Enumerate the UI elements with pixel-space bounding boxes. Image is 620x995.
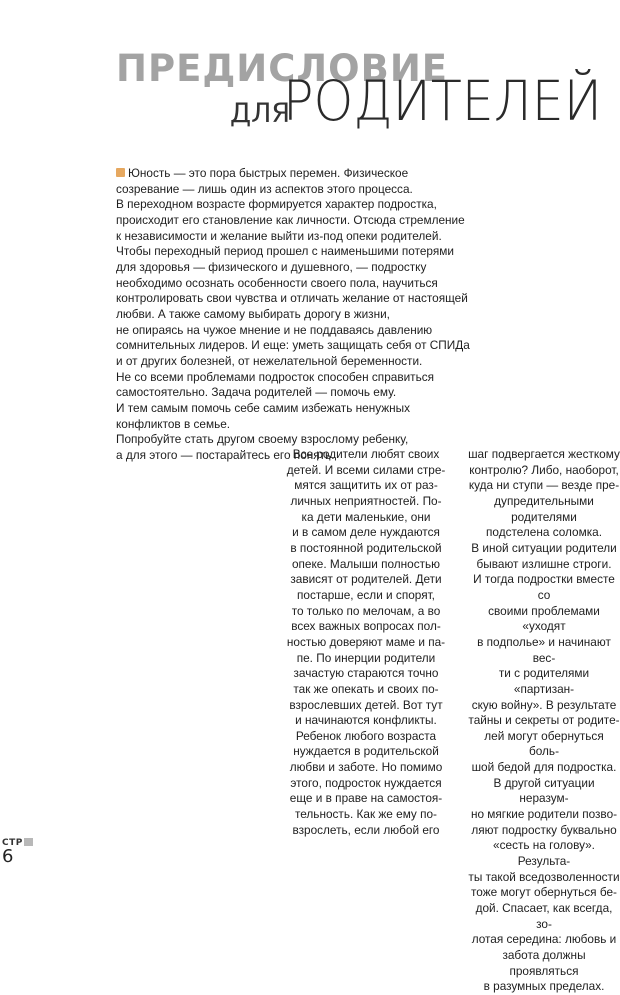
text-line: [468, 713, 620, 729]
text-line-content: дой. Спасает, как всегда, зо-: [475, 901, 613, 931]
text-line-content: любви и заботе. Но помимо: [289, 760, 443, 775]
text-line: [284, 604, 448, 620]
heading-word-parents: РОДИТЕЛЕЙ: [283, 69, 602, 133]
text-line-content: личных неприятностей. По-: [290, 493, 442, 508]
text-line-content: зачастую стараются точно: [293, 666, 439, 681]
text-line: [284, 713, 448, 729]
text-line-content: любви. А также самому выбирать дорогу в жизни,: [116, 306, 390, 321]
text-line: [468, 478, 620, 494]
text-line: [284, 619, 448, 635]
text-line: [284, 776, 448, 792]
text-line-content: постарше, если и спорят,: [297, 587, 435, 602]
text-line: [284, 666, 448, 682]
text-line: [284, 525, 448, 541]
text-line-content: Юность — это пора быстрых перемен. Физическое: [128, 166, 409, 180]
text-line-content: Попробуйте стать другом своему взрослому ребенку,: [116, 432, 409, 447]
text-line: [116, 260, 472, 276]
text-line-content: ляют подростку буквально: [471, 822, 617, 837]
text-line-content: пе. По инерции родители: [296, 650, 436, 665]
text-line-content: шой бедой для подростка.: [471, 760, 617, 775]
text-line: [468, 932, 620, 948]
text-line-content: то только по мелочам, а во: [291, 603, 441, 618]
text-line: [284, 635, 448, 651]
text-line-content: опеке. Малыши полностью: [291, 556, 441, 571]
text-line-content: И тогда подростки вместе со: [473, 572, 615, 602]
text-line-content: взрослеть, если любой его: [292, 822, 440, 837]
page-number-block: [2, 830, 33, 866]
text-line: [284, 823, 448, 839]
text-line-content: мятся защитить их от раз-: [294, 478, 438, 493]
text-line: [116, 213, 472, 229]
page-label: СТР: [2, 838, 23, 848]
text-line-content: необходимо осознать особенности своего пола, научиться: [116, 275, 438, 290]
text-line-content: созревание — лишь один из аспектов этого процесса.: [116, 181, 413, 196]
text-line: [116, 307, 472, 323]
text-line: [116, 401, 472, 417]
text-line-content: ностью доверяют маме и па-: [286, 634, 446, 649]
text-line-content: «сесть на голову». Результа-: [493, 838, 595, 869]
text-line-content: нуждается в родительской: [293, 744, 439, 759]
text-line-content: Не со всеми проблемами подросток способен справиться: [116, 369, 435, 384]
text-line: [284, 447, 448, 463]
text-line-content: к независимости и желание выйти из-под опеки родителей.: [116, 228, 442, 243]
text-line: [468, 557, 620, 573]
text-line: [284, 478, 448, 494]
text-line: [468, 870, 620, 886]
text-line: [284, 698, 448, 714]
text-line: [468, 541, 620, 557]
text-line: [116, 291, 472, 307]
text-line-content: В иной ситуации родители: [471, 540, 617, 555]
text-line-content: в подполье» и начинают вес-: [477, 634, 611, 665]
text-line-content: и начинаются конфликты.: [295, 713, 437, 728]
text-line: [284, 463, 448, 479]
text-line-content: детей. И всеми силами стре-: [286, 462, 446, 477]
heading-word-for: ДЛЯ: [230, 98, 291, 129]
text-line-content: В другой ситуации неразум-: [493, 775, 595, 806]
page-number: 6: [2, 846, 14, 867]
text-line-content: куда ни ступи — везде пре-: [468, 478, 620, 493]
text-line-content: самостоятельно. Задача родителей — помочь ему.: [116, 385, 397, 400]
text-line-content: забота должны проявляться: [502, 948, 586, 978]
text-line-content: взрослевших детей. Вот тут: [289, 697, 443, 712]
text-line: [468, 463, 620, 479]
text-line: [116, 166, 472, 182]
text-line-content: и от других болезней, от нежелательной беременности.: [116, 353, 423, 368]
text-line-content: конфликтов в семье.: [116, 416, 231, 431]
text-line-content: происходит его становление как личности. Отсюда стремление: [116, 212, 465, 227]
text-line-content: тоже могут обернуться бе-: [471, 885, 617, 900]
text-line-content: и в самом деле нуждаются: [292, 525, 440, 540]
text-line-content: И тем самым помочь себе самим избежать ненужных: [116, 400, 411, 415]
text-line: [284, 807, 448, 823]
text-line: [116, 182, 472, 198]
text-line-content: сомнительных лидеров. И еще: уметь защищать себя от СПИДа: [116, 338, 470, 353]
text-line-content: еще и в праве на самостоя-: [289, 791, 443, 806]
text-line-content: скую войну». В результате: [471, 697, 617, 712]
text-line-content: этого, подросток нуждается: [290, 775, 442, 790]
text-line-content: Ребенок любого возраста: [295, 728, 437, 743]
text-line-content: не опираясь на чужое мнение и не поддаваясь давлению: [116, 322, 433, 337]
text-line-content: ты такой вседозволенности: [468, 869, 620, 884]
text-line-content: лей могут обернуться боль-: [484, 728, 604, 759]
heading-line-preface: ПРЕДИСЛОВИЕ: [116, 47, 449, 90]
text-line-content: бывают излишне строги.: [476, 556, 612, 571]
text-line: [468, 823, 620, 839]
text-line: [116, 354, 472, 370]
text-line-content: ка дети маленькие, они: [301, 509, 431, 524]
text-line-content: Чтобы переходный период прошел с наименьшими потерями: [116, 244, 454, 259]
bullet-square-icon: [116, 168, 125, 177]
text-line: [116, 385, 472, 401]
text-line-content: в разумных пределах.: [483, 979, 605, 994]
text-line: [468, 447, 620, 463]
text-line: [284, 510, 448, 526]
intro-paragraph: [116, 166, 472, 463]
text-line: [468, 604, 620, 635]
text-line: [116, 323, 472, 339]
text-line: [468, 494, 620, 525]
text-line: [284, 760, 448, 776]
text-line: [468, 760, 620, 776]
text-line: [116, 338, 472, 354]
text-line: [468, 948, 620, 979]
text-line: [468, 776, 620, 807]
text-line-content: В переходном возрасте формируется характер подростка,: [116, 197, 437, 212]
text-line: [284, 682, 448, 698]
text-line: [284, 588, 448, 604]
text-line: [116, 197, 472, 213]
text-line: [468, 979, 620, 995]
text-line-content: так же опекать и своих по-: [293, 681, 439, 696]
text-line-content: ти с родителями «партизан-: [498, 666, 590, 696]
text-line: [116, 432, 472, 448]
text-line: [116, 417, 472, 433]
body-column-left: [284, 447, 448, 838]
text-line: [116, 244, 472, 260]
page-label-marker-icon: [24, 838, 33, 846]
text-line: [468, 525, 620, 541]
text-line-content: а для этого — постарайтесь его понять.: [116, 447, 335, 462]
text-line: [284, 572, 448, 588]
text-line: [468, 572, 620, 603]
text-line: [468, 885, 620, 901]
text-line-content: тайны и секреты от родите-: [468, 713, 620, 728]
text-line-content: своими проблемами «уходят: [488, 603, 600, 634]
text-line-content: лотая середина: любовь и: [471, 932, 617, 947]
text-line: [468, 635, 620, 666]
text-line: [116, 370, 472, 386]
text-line: [468, 698, 620, 714]
text-line-content: дупредительными родителями: [494, 493, 594, 524]
text-line: [284, 651, 448, 667]
text-line-content: для здоровья — физического и душевного, — подростку: [116, 259, 427, 274]
text-line-content: контролю? Либо, наоборот,: [469, 462, 619, 477]
text-line-content: шаг подвергается жесткому: [468, 447, 620, 461]
text-line: [116, 276, 472, 292]
text-line-content: контролировать свои чувства и отличать желание от настоящей: [116, 291, 468, 306]
text-line: [284, 744, 448, 760]
text-line-content: тельность. Как же ему по-: [294, 807, 437, 822]
text-line: [116, 229, 472, 245]
text-line: [468, 729, 620, 760]
text-line-content: зависят от родителей. Дети: [290, 572, 442, 587]
text-line-content: но мягкие родители позво-: [470, 807, 618, 822]
text-line: [468, 838, 620, 869]
text-line: [284, 541, 448, 557]
text-line: [468, 901, 620, 932]
text-line: [284, 557, 448, 573]
body-column-right: [468, 447, 620, 995]
text-line: [468, 807, 620, 823]
text-line-content: в постоянной родительской: [290, 540, 442, 555]
text-line: [284, 729, 448, 745]
text-line-content: всех важных вопросах пол-: [291, 619, 441, 634]
text-line: [284, 791, 448, 807]
text-line-content: подстелена соломка.: [486, 525, 602, 540]
text-line: [284, 494, 448, 510]
text-line: [468, 666, 620, 697]
text-line-content: Все родители любят своих: [292, 447, 440, 461]
